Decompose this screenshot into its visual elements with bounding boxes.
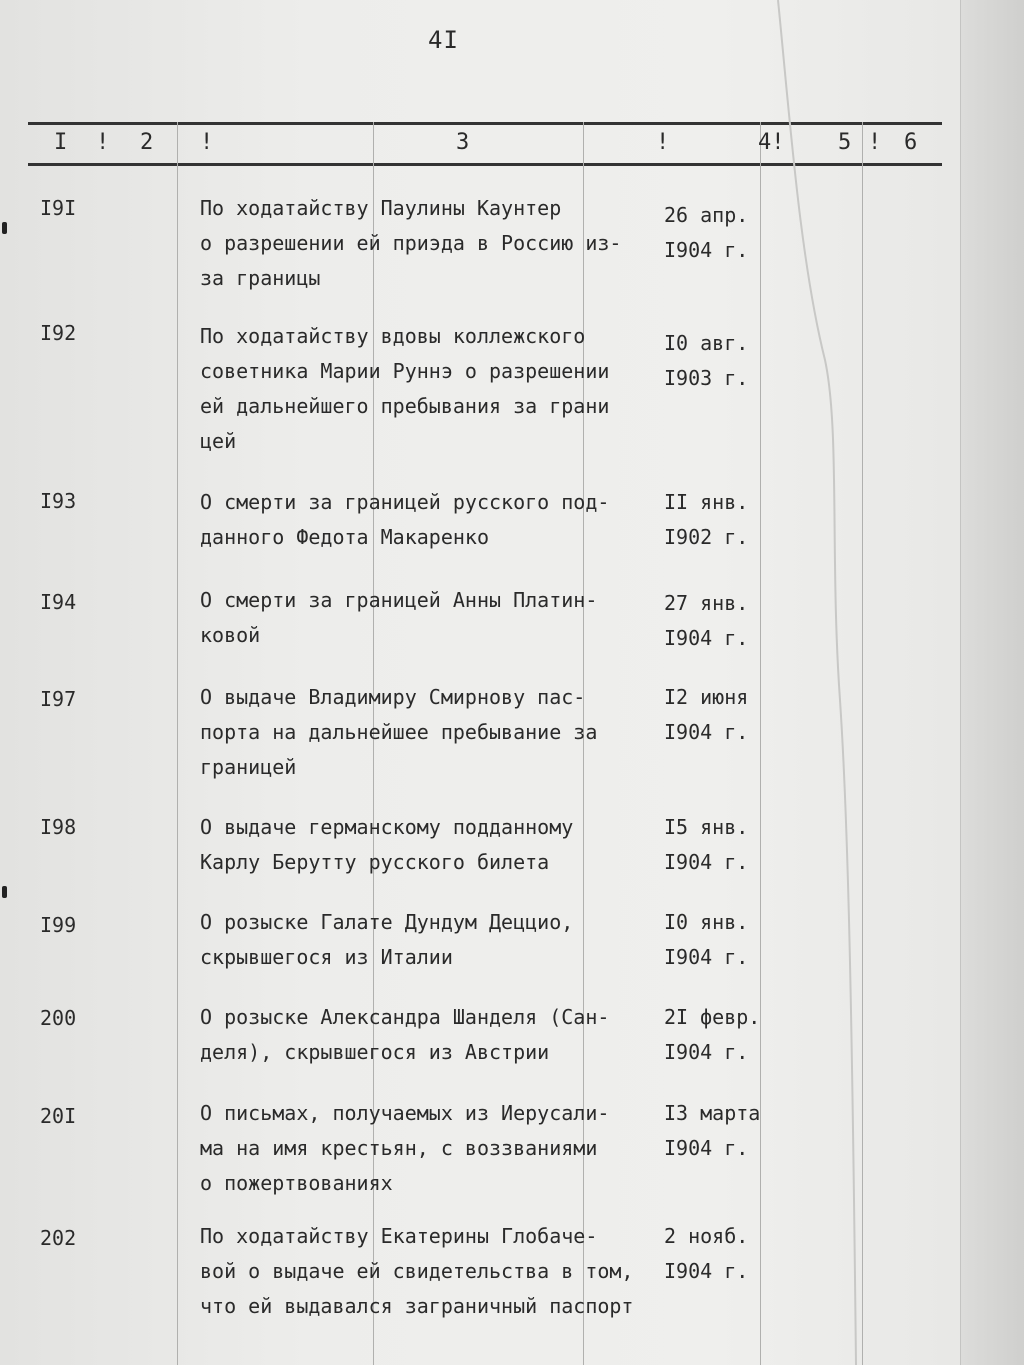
header-separator: ! [96, 130, 110, 155]
entry-number: 200 [40, 1006, 77, 1030]
sheet-edge [960, 0, 1024, 1365]
entry-date: 27 янв. I904 г. [664, 591, 749, 650]
header-col-3: 3 [456, 130, 470, 155]
header-col-1: I [54, 130, 68, 155]
entry-date: 2 нояб. I904 г. [664, 1224, 749, 1283]
entry-text: По ходатайству Паулины Каунтер о разрешении ей приэда в Россию из- за границы [200, 196, 622, 290]
header-col-2: 2 [140, 130, 154, 155]
entry-date: I2 июня I904 г. [664, 685, 749, 744]
entry-number: I98 [40, 815, 77, 839]
entry-number: I9I [40, 196, 77, 220]
header-col-6: 6 [904, 130, 918, 155]
entry-date: I0 авг. I903 г. [664, 331, 749, 390]
header-separator: ! [868, 130, 882, 155]
entry-number: I97 [40, 687, 77, 711]
header-col-4: 4! [758, 130, 785, 155]
header-top-rule [28, 122, 942, 125]
entry-date: I5 янв. I904 г. [664, 815, 749, 874]
entry-text: О розыске Галате Дундум Деццио, скрывшегося из Италии [200, 910, 574, 969]
header-separator: ! [656, 130, 670, 155]
header-bottom-rule [28, 163, 942, 166]
entry-number: I93 [40, 489, 77, 513]
entry-date: I0 янв. I904 г. [664, 910, 749, 969]
column-divider [177, 122, 178, 1365]
entry-text: О смерти за границей Анны Платин- ковой [200, 588, 598, 647]
entry-number: I99 [40, 913, 77, 937]
entry-text: По ходатайству Екатерины Глобаче- вой о выдаче ей свидетельства в том, что ей выдавался заграничный паспорт [200, 1224, 634, 1318]
entry-text: О письмах, получаемых из Иерусали- ма на имя крестьян, с воззваниями о пожертвованиях [200, 1101, 610, 1195]
entry-number: I92 [40, 321, 77, 345]
page-number: 4I [428, 26, 459, 54]
entry-number: 202 [40, 1226, 77, 1250]
entry-text: О розыске Александра Шанделя (Сан- деля), скрывшегося из Австрии [200, 1005, 610, 1064]
entry-date: 2I февр. I904 г. [664, 1005, 761, 1064]
entry-text: О выдаче Владимиру Смирнову пас- порта на дальнейшее пребывание за границей [200, 685, 598, 779]
header-separator: ! [200, 130, 214, 155]
column-divider [862, 122, 863, 1365]
entry-text: По ходатайству вдовы коллежского советника Марии Руннэ о разрешении ей дальнейшего пребывания за грани цей [200, 324, 610, 453]
binding-mark [2, 222, 7, 234]
entry-date: I3 марта I904 г. [664, 1101, 761, 1160]
header-col-5: 5 [838, 130, 852, 155]
entry-number: I94 [40, 590, 77, 614]
entry-text: О выдаче германскому подданному Карлу Берутту русского билета [200, 815, 574, 874]
entry-number: 20I [40, 1104, 77, 1128]
paper-crease [770, 0, 860, 1365]
entry-date: II янв. I902 г. [664, 490, 749, 549]
binding-mark [2, 886, 7, 898]
entry-text: О смерти за границей русского под- данного Федота Макаренко [200, 490, 610, 549]
entry-date: 26 апр. I904 г. [664, 203, 749, 262]
